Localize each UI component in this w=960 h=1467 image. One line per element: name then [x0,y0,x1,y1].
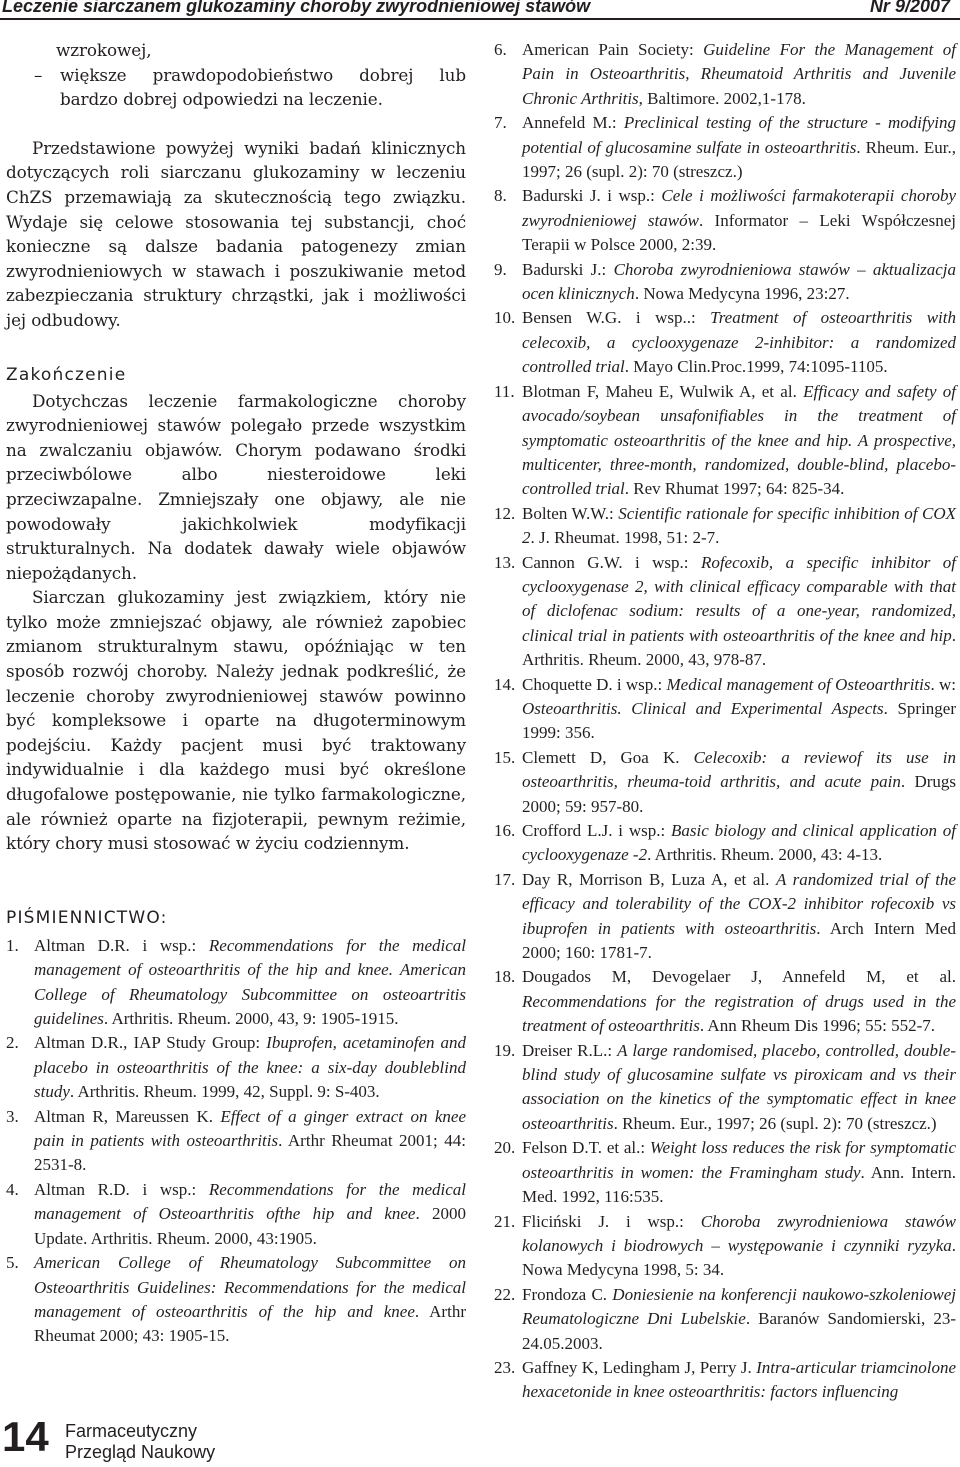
reference-detail: . Arthritis. Rheum. 1999, 42, Suppl. 9: S-403. [69,1082,380,1102]
reference-title: Weight loss reduces the risk for symptomatic osteoarthritis in women: the Framingham study [522,1138,956,1182]
reference-number: 12. [494,503,516,523]
reference-detail: Gaffney K, Ledingham J, Perry J. [522,1357,757,1377]
reference-detail: Fliciński J. i wsp.: [522,1211,701,1231]
reference-title: Recommendations for the registration of drugs used in the treatment of osteoarthritis [522,991,956,1036]
right-column [494,38,956,1405]
reference-detail: , Baltimore. 2002,1-178. [638,88,806,108]
reference-item [494,306,956,379]
reference-detail: Cannon G.W. i wsp.: [522,552,701,572]
page-number: 14 [2,1413,49,1460]
reference-title: Osteoarthritis. Clinical and Experimental Aspects [522,698,884,718]
reference-detail: Altman R, Mareussen K. [34,1106,221,1126]
reference-detail: Bensen W.G. i wsp..: [522,308,711,328]
reference-detail: Choquette D. i wsp.: [522,674,667,694]
reference-item [494,111,956,184]
reference-title: Efficacy and safety of avocado/soybean unsafonifiables in the treatment of symptomatic osteoarthritis of the knee and hip. A prospective, multicenter, three-month, randomized, double-blind, placebo-controlled trial [522,381,956,499]
reference-text [34,934,466,1032]
references-list-left [6,934,466,1349]
reference-detail: Badurski J. i wsp.: [522,186,662,206]
reference-number: 5. [6,1253,19,1273]
reference-text [34,1031,466,1104]
reference-title: Doniesienie na konferencji naukowo-szkoleniowej Reumatologiczne Dni Lubelskie [522,1284,956,1329]
summary-paragraph: Przedstawione powyżej wyniki badań klinicznych dotyczących roli siarczanu glukozaminy w leczeniu ChZS przemawiają za skutecznością tego związku. Wydaje się celowe stosowania tej substancji, choć konieczne są dalsze badania patogenezy zmian zwyrodnieniowych w stawach i poszukiwanie metod zabezpieczania struktury chrząstki, jak i możliwości jej odbudowy. [6,137,466,330]
reference-title: American College of Rheumatology Subcommittee on Osteoarthritis Guidelines: Recommendations for the medical management of osteoarthritis of the hip and knee [34,1253,466,1321]
reference-detail: . Ann Rheum Dis 1996; 55: 552-7. [699,1016,936,1036]
reference-detail: . 2000 Update. Arthritis. Rheum. 2000, 43:1905. [34,1204,467,1248]
intro-fragment: wzrokowej, [56,40,152,60]
reference-text [522,1210,956,1283]
reference-number: 15. [494,747,516,767]
reference-text [522,1039,956,1137]
reference-item [494,258,956,307]
reference-text [522,1136,956,1209]
reference-title: Intra-articular triamcinolone hexacetonide in knee osteoarthritis: factors influencing [522,1357,956,1402]
reference-number: 4. [6,1179,19,1199]
reference-detail: . Arthritis. Rheum. 2000, 43, 9: 1905-1915. [103,1009,399,1029]
reference-text [522,819,956,868]
reference-detail: . Mayo Clin.Proc.1999, 74:1095-1105. [624,357,888,377]
reference-detail: Felson D.T. et al.: [522,1138,650,1158]
conclusion-paragraph-2: Siarczan glukozaminy jest związkiem, który nie tylko może zmniejszać objawy, ale również zapobiec zmianom strukturalnym stawu, opóźniając w ten sposób rozwój choroby. Należy jednak podkreślić, że leczenie choroby zwyrodnieniowej stawów powinno być kompleksowe i oparte na długoterminowym podejściu. Każdy pacjent musi być traktowany indywidualnie i dla każdego musi być określone długofalowe postępowanie, nie tylko farmakologiczne, ale również oparte na fizjoterapii, pewnym reżimie, który chory musi stosować w życiu codziennym. [6,587,466,854]
reference-detail: Clemett D, Goa K. [522,747,694,767]
dash-item-text: większe prawdopodobieństwo dobrej lub bardzo dobrej odpowiedzi na leczenie. [60,64,466,110]
reference-text [522,673,956,746]
running-header [0,0,960,20]
reference-title: Guideline For the Management of Pain in Osteoarthritis, Rheumatoid Arthritis and Juvenile Chronic Arthritis [522,40,956,108]
reference-detail: . Springer 1999: 356. [522,698,957,743]
reference-detail: . Nowa Medycyna 1998, 5: 34. [522,1235,956,1280]
section-heading-conclusion: Zakończenie [6,364,127,385]
reference-title: Recommendations for the medical management of Osteoarthritis ofthe hip and knee [34,1179,466,1224]
reference-text [522,746,956,819]
reference-detail: Frondoza C. [522,1284,613,1304]
header-title: Leczenie siarczanem glukozaminy choroby zwyrodnieniowej stawów [2,0,591,16]
reference-item [494,502,956,551]
reference-detail: Dreiser R.L.: [522,1040,618,1060]
reference-number: 14. [494,674,516,694]
reference-title: Choroba zwyrodnieniowa stawów kolanowych i biodrowych – występowanie i czynniki ryzyka [522,1211,956,1255]
reference-number: 16. [494,821,516,840]
reference-item [494,551,956,673]
reference-title: Celecoxib: a reviewof its use in osteoarthritis, rheuma-toid arthritis, and acute pain [522,747,956,792]
references-heading: PIŚMIENNICTWO: [6,907,168,928]
reference-number: 11. [494,381,515,401]
reference-text [522,868,956,966]
reference-title: Medical management of Osteoarthritis [666,674,931,694]
reference-number: 21. [494,1211,516,1231]
reference-detail: . Rev Rhumat 1997; 64: 825-34. [624,479,845,499]
reference-item [494,380,956,502]
conclusion-paragraph-1: Dotychczas leczenie farmakologiczne choroby zwyrodnieniowej stawów polegało przede wszystkim na zwalczaniu objawów. Chorym podawano środki przeciwbólowe albo niesteroidowe leki przeciwzapalne. Zmniejszały one objawy, ale nie powodowały jakichkolwiek modyfikacji strukturalnych. Na dodatek dawały wiele objawów niepożądanych. [6,390,466,583]
reference-item [494,38,956,111]
reference-number: 19. [494,1040,516,1060]
reference-item [6,1105,466,1178]
reference-detail: . Arthritis. Rheum. 2000, 43, 978-87. [522,625,956,670]
reference-detail: Altman R.D. i wsp.: [34,1179,209,1199]
reference-item [494,746,956,819]
reference-detail: . Nowa Medycyna 1996, 23:27. [634,284,850,304]
reference-detail: . Drugs 2000; 59: 957-80. [522,772,957,816]
reference-title: Cele i możliwości farmakoterapii choroby zwyrodnieniowej stawów [522,186,956,230]
reference-item [494,1283,956,1356]
reference-title: Treatment of osteoarthritis with celecoxib, a cyclooxygenaze 2-inhibitor: a randomized controlled trial [522,308,956,377]
reference-detail: Crofford L.J. i wsp.: [522,821,672,840]
reference-text [522,380,956,502]
dash-list-item [34,63,466,112]
reference-detail: . Arthritis. Rheum. 2000, 43: 4-13. [647,845,883,865]
reference-detail: Dougados M, Devogelaer J, Annefeld M, et al. [522,967,956,987]
reference-number: 7. [494,113,507,133]
journal-name [65,1421,215,1463]
header-issue: Nr 9/2007 [869,0,950,16]
reference-text [522,306,956,379]
reference-detail: . Arthr Rheumat 2000; 43: 1905-15. [34,1301,466,1346]
reference-text [34,1178,466,1251]
reference-detail: . J. Rheumat. 1998, 51: 2-7. [530,528,720,548]
reference-title: Rofecoxib, a specific inhibitor of cyclooxygenase 2, with clinical efficacy comparable with that of diclofenac sodium: results of a one-year, randomized, clinical trial in patients with osteoarthritis of the knee and hip [522,552,956,645]
reference-number: 17. [494,869,516,889]
reference-text [522,1356,956,1405]
reference-text [522,551,956,673]
reference-text [522,38,956,111]
journal-name-line2: Przegląd Naukowy [65,1442,216,1462]
references-list-right [494,38,956,1405]
reference-text [522,258,956,307]
reference-number: 22. [494,1284,516,1304]
reference-detail: Bolten W.W.: [522,503,619,523]
reference-item [494,868,956,966]
reference-item [494,1356,956,1405]
reference-number: 8. [494,186,507,206]
dash-marker: – [34,64,43,85]
reference-item [6,1251,466,1349]
reference-item [494,184,956,257]
journal-name-line1: Farmaceutyczny [65,1421,198,1441]
reference-detail: . w: [930,674,956,694]
reference-text [522,965,956,1038]
reference-detail: Altman D.R. i wsp.: [34,935,209,955]
reference-detail: . Informator – Leki Współczesnej Terapii w Polsce 2000, 2:39. [522,210,956,255]
reference-detail: Blotman F, Maheu E, Wulwik A, et al. [522,381,804,401]
reference-item [6,1031,466,1104]
reference-number: 9. [494,259,507,279]
reference-title: Scientific rationale for specific inhibition of COX 2 [522,503,957,548]
reference-text [34,1105,466,1178]
reference-text [34,1251,466,1349]
reference-title: Ibuprofen, acetaminofen and placebo in osteoarthritis of the knee: a six-day doubleblind study [34,1033,466,1102]
reference-item [6,1178,466,1251]
reference-text [522,111,956,184]
reference-item [494,819,956,868]
reference-number: 23. [494,1357,516,1377]
reference-detail: . Ann. Intern. Med. 1992, 116:535. [522,1162,956,1207]
reference-item [494,965,956,1038]
reference-title: Basic biology and clinical application of cyclooxygenaze -2 [522,821,957,865]
reference-number: 10. [494,308,516,328]
reference-detail: . Rheum. Eur., 1997; 26 (supl. 2): 70 (streszcz.) [613,1113,937,1133]
reference-item [494,1136,956,1209]
reference-detail: Annefeld M.: [522,113,624,133]
reference-text [522,1283,956,1356]
reference-title: A large randomised, placebo, controlled, double-blind study of glucosamine sulfate vs piroxicam and vs their association on the kinetics of the symptomatic effect in knee osteoarthritis [522,1040,956,1133]
reference-text [522,184,956,257]
reference-text [522,502,956,551]
reference-number: 3. [6,1106,19,1126]
reference-item [6,934,466,1032]
reference-detail: Day R, Morrison B, Luza A, et al. [522,869,776,889]
reference-detail: . Arthr Rheumat 2001; 44: 2531-8. [34,1131,466,1175]
reference-item [494,1039,956,1137]
reference-title: A randomized trial of the efficacy and tolerability of the COX-2 inhibitor rofecoxib vs ibuprofen in patients with osteoarthritis [522,869,956,938]
reference-number: 13. [494,552,516,572]
reference-item [494,673,956,746]
reference-title: Recommendations for the medical management of osteoarthritis of the hip and knee. American College of Rheumatology Subcommittee on osteoartritis guidelines [34,935,466,1029]
reference-number: 1. [6,935,19,955]
reference-item [494,1210,956,1283]
reference-detail: American Pain Society: [522,40,704,59]
reference-detail: Altman D.R., IAP Study Group: [34,1033,267,1053]
reference-detail: . Rheum. Eur., 1997; 26 (supl. 2): 70 (streszcz.) [522,137,956,182]
reference-number: 6. [494,40,507,59]
reference-detail: . Arch Intern Med 2000; 160: 1781-7. [522,918,956,963]
reference-number: 2. [6,1033,19,1053]
left-column [6,38,466,1349]
reference-detail: . Baranów Sandomierski, 23-24.05.2003. [522,1309,956,1353]
reference-number: 20. [494,1138,516,1158]
reference-detail: Badurski J.: [522,259,614,279]
reference-title: Choroba zwyrodnieniowa stawów – aktualizacja ocen klinicznych [522,259,956,304]
reference-number: 18. [494,967,516,987]
reference-title: Effect of a ginger extract on knee pain in patients with osteoarthritis [34,1106,466,1151]
reference-title: Preclinical testing of the structure - modifying potential of glucosamine sulfate in osteoarthritis [522,113,956,157]
